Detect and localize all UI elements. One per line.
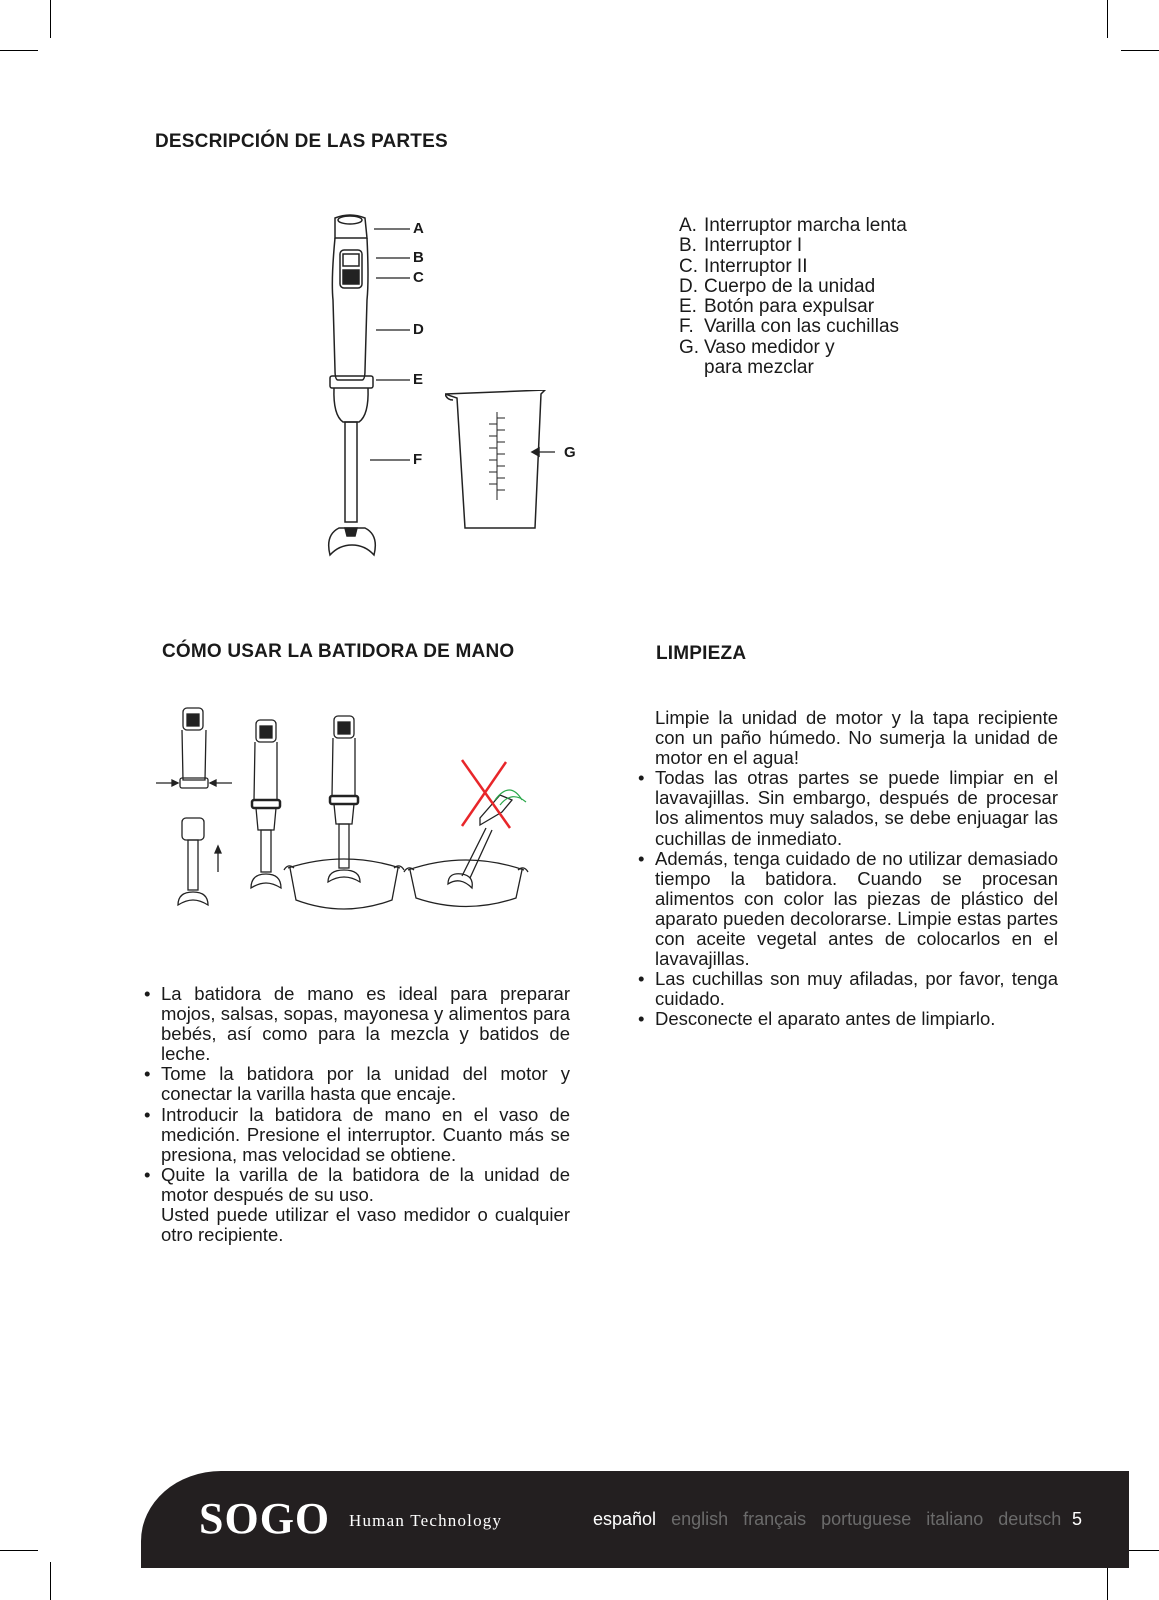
list-item: • Quite la varilla de la batidora de la unidad de motor después de su uso. <box>142 1165 570 1205</box>
usage-note: Usted puede utilizar el vaso medidor o cualquier otro recipiente. <box>161 1204 570 1246</box>
list-item-continuation: para mezclar <box>704 357 814 379</box>
list-item: • Además, tenga cuidado de no utilizar demasiado tiempo la batidora. Cuando se procesan alimentos con color las piezas de plástico del aparato pueden decolorarse. Limpie estas partes con aceite vegetal antes de colocarlos en el lavavajillas. <box>636 849 1058 970</box>
language-list <box>593 1509 1076 1530</box>
callout-a: A <box>413 220 424 237</box>
list-item: F. Varilla con las cuchillas <box>679 316 900 338</box>
language-portuguese: portuguese <box>821 1509 912 1529</box>
list-item: C. Interruptor II <box>679 255 808 277</box>
crop-mark <box>1121 50 1159 51</box>
callout-d: D <box>413 321 424 338</box>
crop-mark <box>0 50 38 51</box>
language-italiano: italiano <box>926 1509 984 1529</box>
usage-instructions <box>142 984 570 1245</box>
language-francais: français <box>743 1509 807 1529</box>
list-item: B. Interruptor I <box>679 235 803 257</box>
list-item: • Las cuchillas son muy afiladas, por favor, tenga cuidado. <box>636 969 1058 1009</box>
callout-c: C <box>413 269 424 286</box>
section-title-usage: CÓMO USAR LA BATIDORA DE MANO <box>162 641 515 662</box>
callout-e: E <box>413 371 424 388</box>
footer-bar <box>141 1471 1129 1568</box>
list-item: • Desconecte el aparato antes de limpiarlo. <box>636 1009 1058 1029</box>
list-item: • Introducir la batidora de mano en el vaso de medición. Presione el interruptor. Cuanto más se presiona, mas velocidad se obtiene. <box>142 1105 570 1165</box>
crop-mark <box>1107 0 1108 38</box>
callout-b: B <box>413 249 424 266</box>
callout-f: F <box>413 451 423 468</box>
language-english: english <box>671 1509 729 1529</box>
measuring-beaker-diagram <box>445 390 575 530</box>
brand-logo: SOGO <box>199 1494 331 1543</box>
list-item: D. Cuerpo de la unidad <box>679 275 876 297</box>
page-number: 5 <box>1072 1509 1083 1529</box>
parts-list <box>679 216 979 378</box>
list-item: • Tome la batidora por la unidad del motor y conectar la varilla hasta que encaje. <box>142 1064 570 1104</box>
list-item: • La batidora de mano es ideal para preparar mojos, salsas, sopas, mayonesa y alimentos para bebés, así como para la mezcla y batidos de leche. <box>142 984 570 1064</box>
callout-g: G <box>564 444 576 461</box>
crop-mark <box>0 1550 38 1551</box>
list-item: A. Interruptor marcha lenta <box>679 215 907 236</box>
brand-tagline: Human Technology <box>349 1511 503 1530</box>
list-item: G. Vaso medidor y <box>679 336 835 358</box>
section-title-cleaning: LIMPIEZA <box>656 643 747 664</box>
language-deutsch: deutsch <box>998 1509 1062 1529</box>
cleaning-intro: Limpie la unidad de motor y la tapa recipiente con un paño húmedo. No sumerja la unidad de motor en el agua! <box>655 707 1058 769</box>
usage-steps-diagram <box>150 700 550 935</box>
list-item: E. Botón para expulsar <box>679 296 875 318</box>
crop-mark <box>50 1562 51 1600</box>
crop-mark <box>50 0 51 38</box>
language-espanol: español <box>593 1509 657 1529</box>
cleaning-instructions <box>636 708 1058 1030</box>
list-item: • Todas las otras partes se puede limpiar en el lavavajillas. Sin embargo, después de procesar los alimentos muy salados, se debe enjuagar las cuchillas de inmediato. <box>636 768 1058 848</box>
section-title-parts: DESCRIPCIÓN DE LAS PARTES <box>155 131 448 152</box>
